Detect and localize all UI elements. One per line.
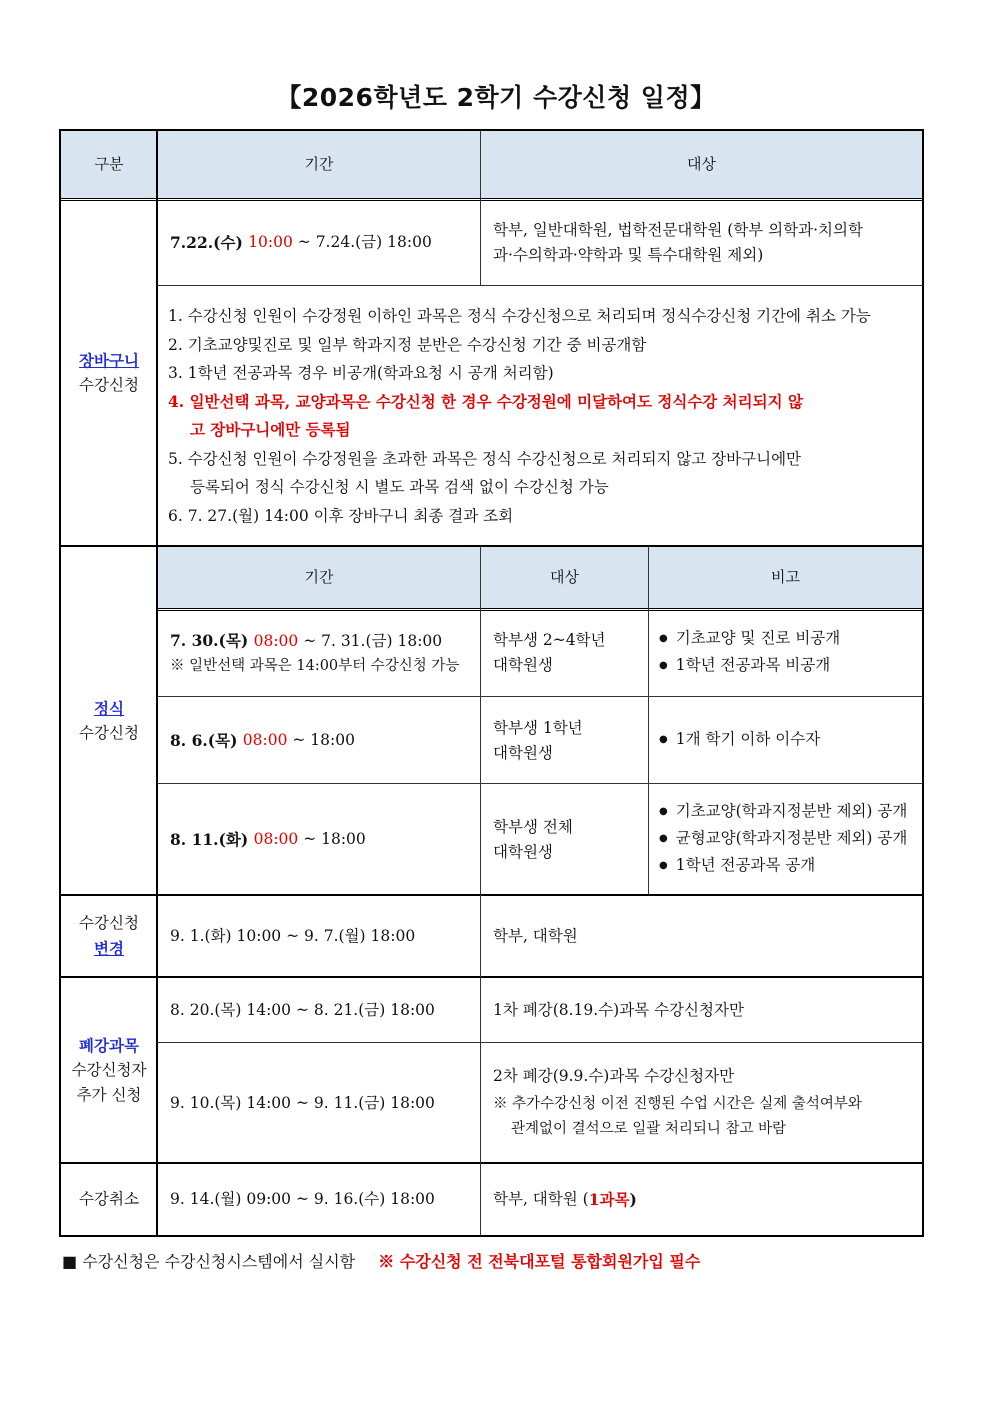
basket-note-6: 6. 7. 27.(월) 14:00 이후 장바구니 최종 결과 조회 — [168, 506, 514, 525]
basket-label-line1: 장바구니 — [79, 350, 139, 370]
regular-row-2-target: 학부생 1학년 대학원생 — [493, 718, 583, 762]
cancel-target: 학부, 대학원 ( 1과목 ) — [493, 1190, 637, 1209]
basket-target: 학부, 일반대학원, 법학전문대학원 (학부 의학과·치의학 과·수의학과·약학과 및 특수대학원 제외) — [493, 220, 863, 264]
divider-closed-row — [157, 1042, 923, 1043]
basket-label — [61, 200, 157, 545]
cancel-label: 수강취소 — [79, 1190, 139, 1208]
table-border-bottom — [59, 1235, 924, 1237]
regular-row-2-remarks: ● 1개 학기 이하 이수자 — [649, 698, 922, 783]
divider-regular-header-2 — [157, 610, 923, 611]
regular-subheader-period: 기간 — [158, 547, 480, 608]
closed-row-1-period: 8. 20.(목) 14:00 ~ 8. 21.(금) 18:00 — [170, 1000, 435, 1019]
regular-label: 정식 수강신청 — [79, 698, 139, 742]
closed-row-1-target: 1차 폐강(8.19.수)과목 수강신청자만 — [493, 1000, 744, 1019]
basket-note-1: 1. 수강신청 인원이 수강정원 이하인 과목은 정식 수강신청으로 처리되며 정식수강신청 기간에 취소 가능 — [168, 307, 871, 325]
table-border-top — [59, 129, 924, 131]
change-target: 학부, 대학원 — [493, 926, 578, 945]
closed-row-2-target: 2차 폐강(9.9.수)과목 수강신청자만 ※ 추가수강신청 이전 진행된 수업 시간은 실제 출석여부와 관계없이 결석으로 일괄 처리되니 참고 바람 — [493, 1067, 862, 1137]
header-target: 대상 — [481, 130, 922, 198]
closed-label: 폐강과목 수강신청자 추가 신청 — [71, 1035, 147, 1104]
basket-note-3: 3. 1학년 전공과목 경우 비공개(학과요청 시 공개 처리함) — [168, 364, 554, 382]
divider-period-lower — [480, 895, 481, 1236]
divider-change-end — [60, 976, 923, 978]
basket-label-line2: 수강신청 — [79, 375, 139, 394]
basket-note-5-cont: 등록되어 정식 수강신청 시 별도 과목 검색 없이 수강신청 가능 — [190, 478, 609, 496]
regular-row-2-period: 8. 6.(목) 08:00 ~ 18:00 — [170, 731, 355, 750]
change-period: 9. 1.(화) 10:00 ~ 9. 7.(월) 18:00 — [170, 926, 416, 945]
divider-header-2 — [60, 200, 923, 201]
divider-regular-row-2 — [157, 783, 923, 784]
divider-regular-header-1 — [157, 608, 923, 609]
divider-target-regular — [648, 546, 649, 895]
change-label: 수강신청 변경 — [79, 914, 139, 958]
page-title: 【2026학년도 2학기 수강신청 일정】 — [276, 83, 716, 112]
footer-main: ■ 수강신청은 수강신청시스템에서 실시함 — [62, 1252, 356, 1271]
cancel-period: 9. 14.(월) 09:00 ~ 9. 16.(수) 18:00 — [170, 1190, 435, 1208]
regular-row-1-remarks: ● 기초교양 및 진로 비공개 ● 1학년 전공과목 비공개 — [649, 610, 922, 696]
divider-category — [156, 130, 158, 1236]
regular-row-1-period: 7. 30.(목) 08:00 ~ 7. 31.(금) 18:00 ※ 일반선택 과목은 14:00부터 수강신청 가능 — [170, 630, 460, 674]
basket-notes — [168, 302, 924, 530]
header-period: 기간 — [158, 130, 480, 198]
basket-period: 7.22.(수) 10:00 ~ 7.24.(금) 18:00 — [170, 233, 432, 252]
basket-note-5: 5. 수강신청 인원이 수강정원을 초과한 과목은 정식 수강신청으로 처리되지 않고 장바구니에만 — [168, 449, 802, 468]
regular-row-3-period: 8. 11.(화) 08:00 ~ 18:00 — [170, 830, 366, 849]
footer-notice — [62, 1249, 700, 1272]
basket-note-4: 4. 일반선택 과목, 교양과목은 수강신청 한 경우 수강정원에 미달하여도 정식수강 처리되지 않 — [168, 391, 803, 411]
regular-row-3-target: 학부생 전체 대학원생 — [493, 817, 573, 861]
divider-period-basket — [480, 130, 481, 285]
footer-warning: ※ 수강신청 전 전북대포털 통합회원가입 필수 — [378, 1252, 701, 1271]
basket-note-4-cont: 고 장바구니에만 등록됨 — [190, 420, 351, 439]
regular-row-1-target: 학부생 2~4학년 대학원생 — [493, 631, 606, 674]
divider-regular-row-1 — [157, 696, 923, 697]
regular-subheader-remark: 비고 — [649, 547, 922, 608]
header-category: 구분 — [61, 130, 157, 198]
divider-closed-end — [60, 1162, 923, 1164]
regular-subheader-target: 대상 — [481, 547, 648, 608]
table-border-left — [59, 129, 61, 1237]
divider-period-regular — [480, 546, 481, 895]
divider-basket-end — [60, 545, 923, 547]
divider-regular-end — [60, 894, 923, 896]
basket-note-2: 2. 기초교양및진로 및 일부 학과지정 분반은 수강신청 기간 중 비공개함 — [168, 335, 647, 354]
divider-basket-row — [157, 285, 923, 286]
regular-row-3-remarks: ● 기초교양(학과지정분반 제외) 공개 ● 균형교양(학과지정분반 제외) 공개 ● 1학년 전공과목 공개 — [649, 785, 922, 894]
table-border-right — [922, 129, 924, 1237]
closed-row-2-period: 9. 10.(목) 14:00 ~ 9. 11.(금) 18:00 — [170, 1093, 435, 1112]
divider-header-1 — [60, 198, 923, 199]
